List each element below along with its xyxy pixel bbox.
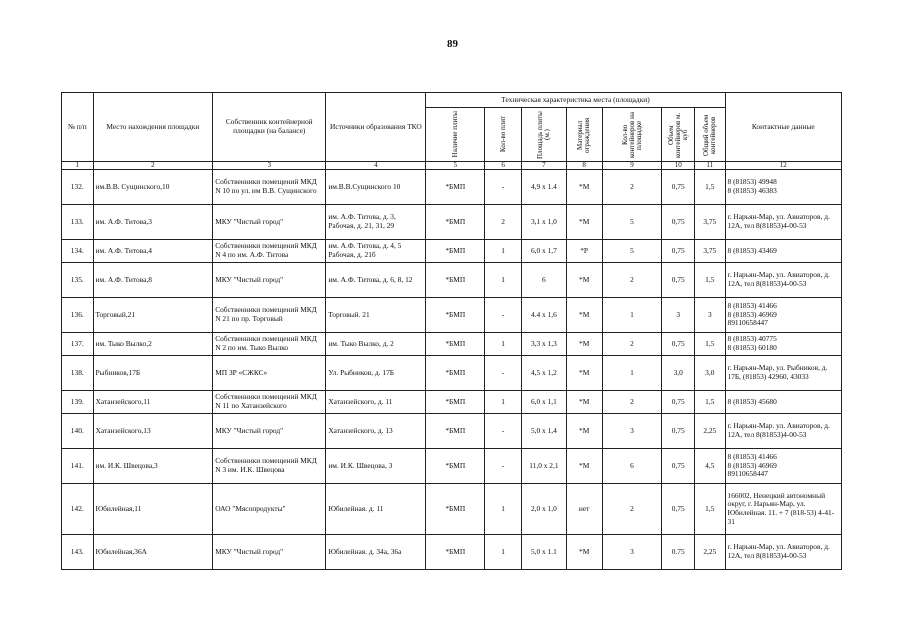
row-fence-material: *М: [566, 414, 602, 449]
row-number: 138.: [62, 356, 94, 391]
row-contacts: г. Нарьян-Мар. ул. Авиаторов, д. 12А, тел 8(81853)4-00-53: [725, 414, 841, 449]
header-location: Место нахождения площадки: [93, 93, 213, 162]
table-row: [62, 414, 842, 449]
row-contacts: г. Нарьян-Мар, ул. Рыбников, д. 17Б, (81853) 42960, 43033: [725, 356, 841, 391]
row-plate: *БМП: [426, 535, 485, 570]
row-plate-area: 6,0 x 1,7: [522, 240, 567, 263]
row-location: Юбилейная,11: [93, 484, 213, 535]
row-plate-count: -: [485, 414, 522, 449]
row-location: Хатанзейского,11: [93, 391, 213, 414]
row-total-volume: 3,75: [695, 205, 725, 240]
row-contacts: 8 (81853) 43469: [725, 240, 841, 263]
column-number: 2: [93, 162, 213, 170]
row-plate-count: -: [485, 356, 522, 391]
row-container-count: 6: [602, 449, 662, 484]
row-number: 134.: [62, 240, 94, 263]
row-container-volume: 0,75: [662, 391, 695, 414]
row-sources: им. Тыко Вылко, д. 2: [326, 333, 426, 356]
container-sites-table: [61, 92, 842, 570]
row-number: 137.: [62, 333, 94, 356]
table-row: [62, 535, 842, 570]
row-location: им. А.Ф. Титова,3: [93, 205, 213, 240]
row-location: Юбилейная,36А: [93, 535, 213, 570]
row-location: им. А.Ф. Титова,8: [93, 263, 213, 298]
row-location: Хатанзейского,13: [93, 414, 213, 449]
row-owner: МКУ "Чистый город": [213, 263, 326, 298]
row-container-volume: 3: [662, 298, 695, 333]
header-plate: Наличие плиты: [450, 111, 459, 158]
row-fence-material: *М: [566, 391, 602, 414]
row-owner: Собственники помещений МКД N 4 по им. А.Ф. Титова: [213, 240, 326, 263]
row-container-volume: 0,75: [662, 414, 695, 449]
row-owner: МКУ "Чистый город": [213, 414, 326, 449]
header-row-top: [62, 93, 842, 108]
row-location: им. Тыко Вылко,2: [93, 333, 213, 356]
row-container-count: 2: [602, 391, 662, 414]
row-contacts: 8 (81853) 49948 8 (81853) 46383: [725, 170, 841, 205]
row-plate-count: -: [485, 449, 522, 484]
row-plate-count: -: [485, 170, 522, 205]
row-total-volume: 4,5: [695, 449, 725, 484]
row-plate-area: 3,3 x 1,3: [522, 333, 567, 356]
header-sources: Источники образования ТКО: [326, 93, 426, 162]
row-number: 140.: [62, 414, 94, 449]
row-plate-area: 4.4 x 1,6: [522, 298, 567, 333]
row-number: 142.: [62, 484, 94, 535]
row-location: им.В.В. Сущинского,10: [93, 170, 213, 205]
table-row: [62, 205, 842, 240]
row-container-volume: 3,0: [662, 356, 695, 391]
row-owner: ОАО "Мясопродукты": [213, 484, 326, 535]
row-sources: Юбилейная. д. 34а, 36а: [326, 535, 426, 570]
row-container-count: 1: [602, 298, 662, 333]
row-fence-material: *М: [566, 449, 602, 484]
row-total-volume: 1,5: [695, 484, 725, 535]
row-plate-area: 4,5 x 1,2: [522, 356, 567, 391]
row-owner: Собственники помещений МКД N 11 по Хатанзейского: [213, 391, 326, 414]
row-plate: *БМП: [426, 391, 485, 414]
row-container-volume: 0.75: [662, 535, 695, 570]
row-container-count: 1: [602, 356, 662, 391]
row-contacts: 8 (81853) 41466 8 (81853) 46969 89110658447: [725, 298, 841, 333]
header-container-volume: Объем контейнеров м. куб: [666, 111, 689, 158]
row-plate-area: 11,0 x 2,1: [522, 449, 567, 484]
row-number: 132.: [62, 170, 94, 205]
row-container-volume: 0,75: [662, 170, 695, 205]
row-plate: *БМП: [426, 205, 485, 240]
row-fence-material: *М: [566, 205, 602, 240]
row-plate-count: 1: [485, 484, 522, 535]
row-total-volume: 1,5: [695, 333, 725, 356]
row-container-count: 3: [602, 535, 662, 570]
header-plate-area-cell: [522, 108, 567, 162]
header-plate-count: Кол-во плит: [498, 116, 507, 153]
row-number: 139.: [62, 391, 94, 414]
row-location: им. А.Ф. Титова,4: [93, 240, 213, 263]
page-number: 89: [447, 38, 458, 50]
row-container-volume: 0,75: [662, 205, 695, 240]
header-plate-count-cell: [485, 108, 522, 162]
column-number: 4: [326, 162, 426, 170]
row-plate-count: 1: [485, 263, 522, 298]
row-contacts: г. Нарьян-Мар, ул. Авиаторов, д. 12А, тел 8(81853)4-00-53: [725, 535, 841, 570]
row-container-count: 2: [602, 484, 662, 535]
row-number: 136.: [62, 298, 94, 333]
header-total-volume: Общий объем контейнеров: [701, 113, 717, 156]
row-fence-material: *М: [566, 298, 602, 333]
header-container-count: Кол-во контейнеров на площадке: [620, 111, 643, 158]
column-number: 11: [695, 162, 725, 170]
row-fence-material: *М: [566, 170, 602, 205]
row-plate-area: 5,0 x 1.1: [522, 535, 567, 570]
row-container-count: 5: [602, 240, 662, 263]
column-number: 5: [426, 162, 485, 170]
row-plate-area: 3,1 x 1,0: [522, 205, 567, 240]
row-number: 133.: [62, 205, 94, 240]
header-plate-area: Площадь плиты (м.): [535, 110, 551, 159]
table-row: [62, 263, 842, 298]
row-sources: Торговый. 21: [326, 298, 426, 333]
row-owner: МКУ "Чистый город": [213, 205, 326, 240]
row-container-volume: 0,75: [662, 484, 695, 535]
row-owner: МП ЗР «СЖКС»: [213, 356, 326, 391]
row-location: Торговый,21: [93, 298, 213, 333]
column-number-row: [62, 162, 842, 170]
header-no: № п/п: [62, 93, 94, 162]
table-row: [62, 484, 842, 535]
row-container-volume: 0,75: [662, 449, 695, 484]
row-plate-count: 1: [485, 535, 522, 570]
header-fence-material: Материал ограждения: [576, 116, 592, 153]
row-plate: *БМП: [426, 170, 485, 205]
row-fence-material: нет: [566, 484, 602, 535]
header-fence-material-cell: [566, 108, 602, 162]
row-fence-material: *М: [566, 535, 602, 570]
column-number: 8: [566, 162, 602, 170]
table-row: [62, 298, 842, 333]
row-plate: *БМП: [426, 263, 485, 298]
row-plate-count: 1: [485, 333, 522, 356]
table-row: [62, 170, 842, 205]
row-plate: *БМП: [426, 356, 485, 391]
header-container-count-cell: [602, 108, 662, 162]
row-location: им. И.К. Швецова,3: [93, 449, 213, 484]
header-total-volume-cell: [695, 108, 725, 162]
row-plate-count: -: [485, 298, 522, 333]
row-plate-count: 1: [485, 240, 522, 263]
row-plate-count: 1: [485, 391, 522, 414]
row-owner: Собственники помещений МКД N 3 им. И.К. Швецова: [213, 449, 326, 484]
row-fence-material: *М: [566, 356, 602, 391]
row-contacts: 8 (81853) 45680: [725, 391, 841, 414]
row-owner: Собственники помещений МКД N 10 по ул. им В.В. Сущинского: [213, 170, 326, 205]
row-location: Рыбников,17Б: [93, 356, 213, 391]
row-plate: *БМП: [426, 333, 485, 356]
row-container-count: 2: [602, 170, 662, 205]
row-contacts: г. Нарьян-Мар, ул. Авиаторов, д. 12А, тел 8(81853)4-00-53: [725, 205, 841, 240]
table-row: [62, 356, 842, 391]
row-total-volume: 2,25: [695, 414, 725, 449]
row-sources: Хатанзейского, д. 11: [326, 391, 426, 414]
row-owner: Собственники помещений МКД N 2 по им. Тыко Вылко: [213, 333, 326, 356]
row-plate-area: 5,0 x 1,4: [522, 414, 567, 449]
row-container-volume: 0,75: [662, 240, 695, 263]
row-contacts: г. Нарьян-Мар, ул. Авиаторов, д. 12А, тел 8(81853)4-00-53: [725, 263, 841, 298]
row-contacts: 166002, Ненецкий автономный округ, г. Нарьян-Мар, ул. Юбилейная. 11. + 7 (818-53) 4-41-31: [725, 484, 841, 535]
row-total-volume: 1,5: [695, 170, 725, 205]
row-owner: МКУ "Чистый город": [213, 535, 326, 570]
row-sources: им. А.Ф. Титова, д. 3, Рабочая, д. 21, 31, 29: [326, 205, 426, 240]
row-total-volume: 3,75: [695, 240, 725, 263]
column-number: 6: [485, 162, 522, 170]
column-number: 1: [62, 162, 94, 170]
column-number: 7: [522, 162, 567, 170]
row-owner: Собственники помещений МКД N 21 по пр. Торговый: [213, 298, 326, 333]
row-fence-material: *М: [566, 263, 602, 298]
row-sources: им. А.Ф. Титова, д. 4, 5 Рабочая, д. 21б: [326, 240, 426, 263]
header-owner: Собственник контейнерной площадки (на балансе): [213, 93, 326, 162]
column-number: 10: [662, 162, 695, 170]
table-body: [62, 170, 842, 570]
row-sources: Хатанзейского, д. 13: [326, 414, 426, 449]
table-row: [62, 391, 842, 414]
row-plate-area: 2,0 x 1,0: [522, 484, 567, 535]
row-plate: *БМП: [426, 449, 485, 484]
row-container-volume: 0,75: [662, 333, 695, 356]
header-contacts: Контактные данные: [725, 93, 841, 162]
row-total-volume: 1,5: [695, 263, 725, 298]
row-number: 143.: [62, 535, 94, 570]
row-container-count: 3: [602, 414, 662, 449]
row-total-volume: 2,25: [695, 535, 725, 570]
row-total-volume: 1,5: [695, 391, 725, 414]
column-number: 3: [213, 162, 326, 170]
column-number: 12: [725, 162, 841, 170]
row-container-count: 2: [602, 263, 662, 298]
table-row: [62, 240, 842, 263]
row-plate-area: 6: [522, 263, 567, 298]
header-plate-cell: [426, 108, 485, 162]
row-plate: *БМП: [426, 484, 485, 535]
column-number: 9: [602, 162, 662, 170]
row-sources: им. А.Ф. Титова, д. 6, 8, 12: [326, 263, 426, 298]
row-plate: *БМП: [426, 414, 485, 449]
row-plate: *БМП: [426, 240, 485, 263]
row-sources: Юбилейная. д. 11: [326, 484, 426, 535]
row-container-count: 5: [602, 205, 662, 240]
row-sources: Ул. Рыбников, д. 17Б: [326, 356, 426, 391]
row-total-volume: 3: [695, 298, 725, 333]
table-row: [62, 449, 842, 484]
row-number: 135.: [62, 263, 94, 298]
row-fence-material: *М: [566, 333, 602, 356]
row-plate-area: 4,9 x 1.4: [522, 170, 567, 205]
row-contacts: 8 (81853) 41466 8 (81853) 46969 89110658447: [725, 449, 841, 484]
row-number: 141.: [62, 449, 94, 484]
row-sources: им.В.В.Сущинского 10: [326, 170, 426, 205]
header-tech-group: Техническая характеристика места (площадки): [426, 93, 725, 108]
row-container-volume: 0,75: [662, 263, 695, 298]
row-sources: им. И.К. Швецова, 3: [326, 449, 426, 484]
row-contacts: 8 (81853) 40775 8 (81853) 60180: [725, 333, 841, 356]
row-container-count: 2: [602, 333, 662, 356]
row-plate-count: 2: [485, 205, 522, 240]
row-total-volume: 3,0: [695, 356, 725, 391]
header-container-volume-cell: [662, 108, 695, 162]
row-fence-material: *Р: [566, 240, 602, 263]
table-row: [62, 333, 842, 356]
row-plate: *БМП: [426, 298, 485, 333]
row-plate-area: 6,0 x 1,1: [522, 391, 567, 414]
